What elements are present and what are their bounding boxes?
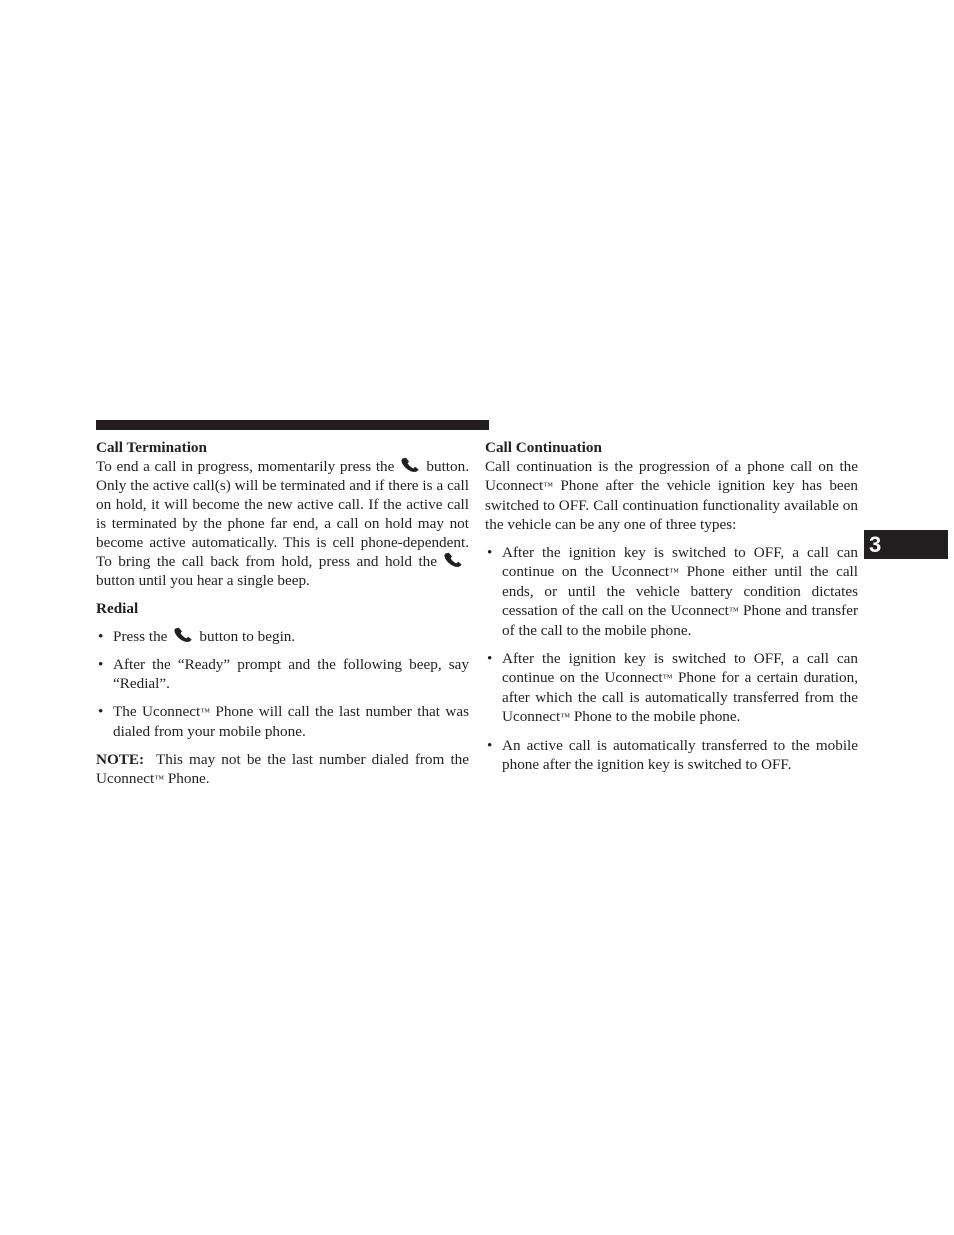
continuation-list — [485, 543, 858, 774]
chapter-number: 3 — [869, 532, 882, 557]
call-continuation-text: Call continuation is the progression of a phone call on the Uconnect™ Phone after the vehicle ignition key has been switched to OFF. Call continuation functionality available on the vehicle can be any one of three types: — [485, 458, 858, 533]
list-item: • After the ignition key is switched to OFF, a call can continue on the Uconnect™ Phone either until the call ends, or until the vehicle battery condition dictates cessation of the call on the Uconnect™ Phone and transfer of the call to the mobile phone. — [485, 543, 858, 640]
list-item: • Press the button to begin. — [96, 627, 469, 646]
list-item: • After the “Ready” prompt and the following beep, say “Redial”. — [96, 655, 469, 693]
heading-call-termination: Call Termination — [96, 439, 207, 456]
phone-handset-icon — [443, 552, 463, 568]
list-item: • An active call is automatically transferred to the mobile phone after the ignition key is switched to OFF. — [485, 736, 858, 774]
list-item: • The Uconnect™ Phone will call the last number that was dialed from your mobile phone. — [96, 702, 469, 741]
section-rule — [96, 420, 489, 430]
chapter-tab — [864, 530, 948, 559]
list-item: • After the ignition key is switched to OFF, a call can continue on the Uconnect™ Phone for a certain duration, after which the call is automatically transferred from the Uconnect™ Phone to the mobile phone. — [485, 649, 858, 727]
phone-handset-icon — [400, 457, 420, 473]
left-column — [96, 438, 469, 789]
phone-handset-icon — [173, 627, 193, 643]
note-label: NOTE: — [96, 751, 145, 768]
call-termination-text: To end a call in progress, momentarily press the button. Only the active call(s) will be terminated and if there is a call on hold, it will become the new active call. If the active call is terminated by the phone far end, a call on hold may not become active automatically. This is cell phone-dependent. To bring the call back from hold, press and hold thebutton until you hear a single beep. — [96, 458, 469, 589]
heading-call-continuation: Call Continuation — [485, 439, 602, 456]
note: NOTE: This may not be the last number dialed from the Uconnect™ Phone. — [96, 751, 469, 787]
redial-list — [96, 627, 469, 741]
right-column — [485, 438, 858, 774]
heading-redial: Redial — [96, 600, 139, 617]
